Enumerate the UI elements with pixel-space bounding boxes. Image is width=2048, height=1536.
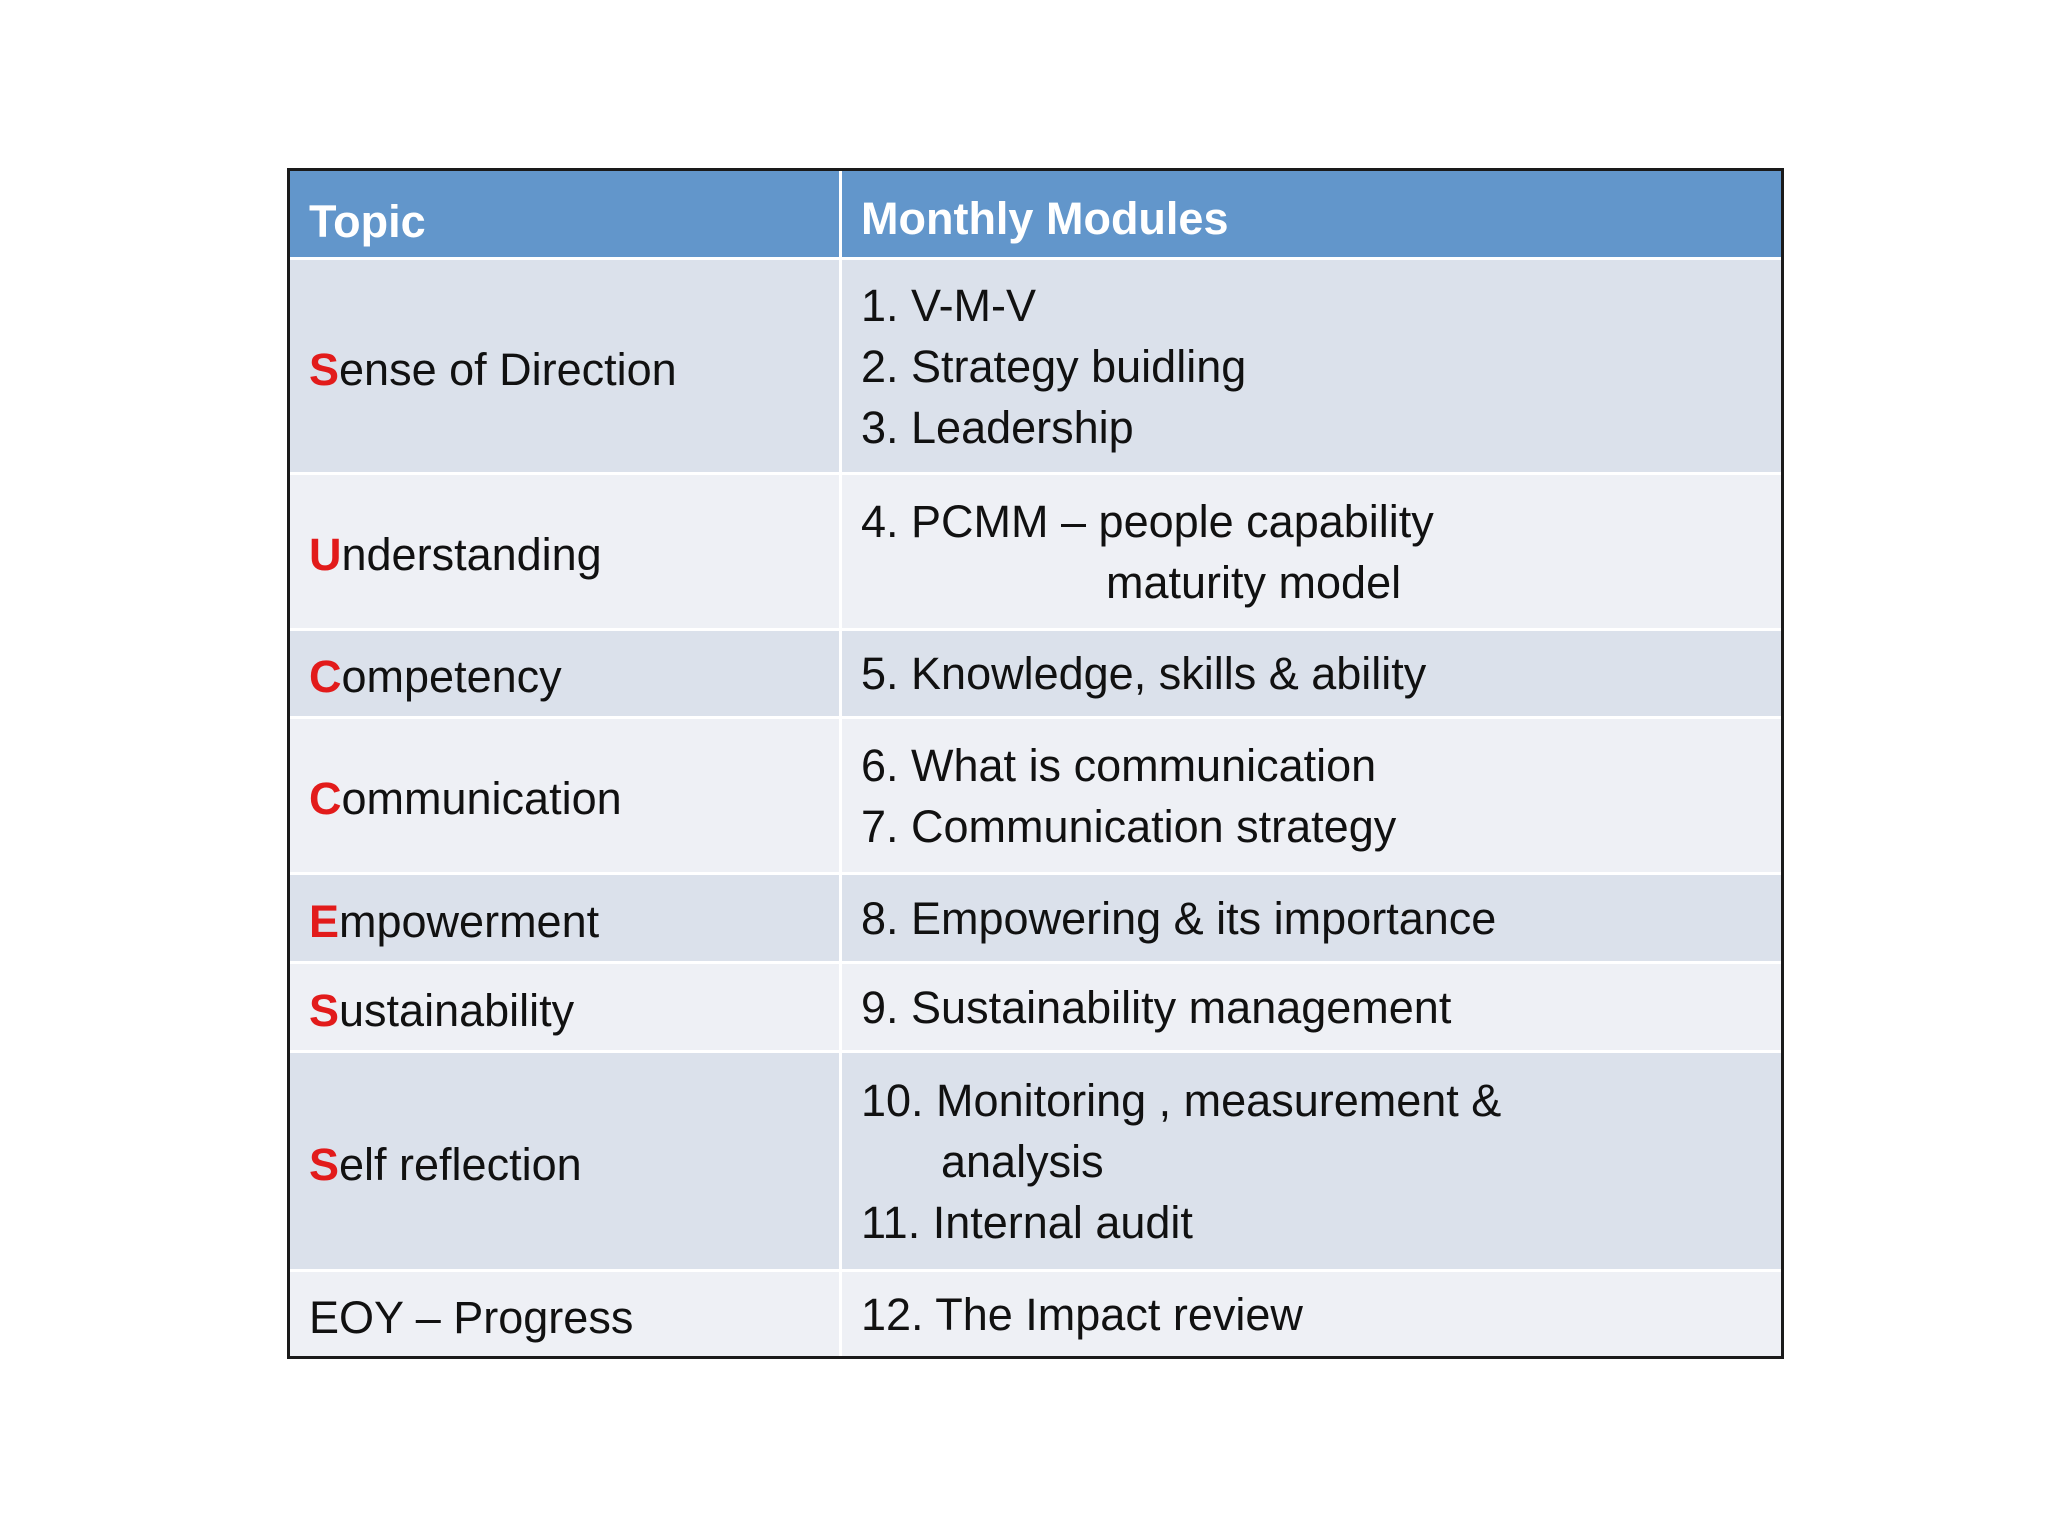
modules-cell-competency [842,631,1781,716]
header-monthly-modules [842,171,1781,257]
modules-table [287,168,1784,1359]
modules-cell-communication [842,719,1781,872]
modules-cell-sustainability [842,964,1781,1050]
module-item: 11. Internal audit [861,1196,1193,1248]
topic-label: ustainability [339,984,575,1036]
module-item-continuation: maturity model [1106,556,1402,608]
module-item: 10. Monitoring , measurement & [861,1074,1502,1126]
topic-label: mpowerment [339,895,600,947]
header-topic [290,171,839,257]
module-item: 9. Sustainability management [861,981,1452,1033]
topic-initial-letter: C [309,773,342,824]
module-item-continuation: analysis [941,1135,1104,1187]
topic-cell-self-reflection [290,1053,839,1269]
topic-cell-empowerment [290,875,839,961]
module-item: 1. V-M-V [861,279,1037,331]
topic-cell-sustainability [290,964,839,1050]
topic-label: elf reflection [339,1138,582,1190]
topic-initial-letter: U [309,529,342,580]
module-item: 5. Knowledge, skills & ability [861,648,1427,699]
module-item: 3. Leadership [861,401,1134,453]
module-item: 2. Strategy buidling [861,340,1247,392]
topic-cell-communication [290,719,839,872]
module-item: 12. The Impact review [861,1288,1303,1340]
topic-cell-sense-of-direction [290,260,839,472]
topic-label: nderstanding [341,529,602,580]
module-item: 4. PCMM – people capability [861,495,1434,547]
header-modules-label: Monthly Modules [861,192,1229,244]
modules-cell-eoy-progress [842,1272,1781,1356]
topic-label: ompetency [341,651,562,702]
module-item: 7. Communication strategy [861,800,1397,852]
header-topic-label: Topic [309,195,426,247]
modules-cell-sense-of-direction [842,260,1781,472]
topic-label: ommunication [341,773,622,824]
modules-cell-self-reflection [842,1053,1781,1269]
topic-cell-eoy-progress [290,1272,839,1356]
topic-cell-understanding [290,475,839,628]
modules-cell-understanding [842,475,1781,628]
topic-initial-letter: E [309,895,340,947]
modules-cell-empowerment [842,875,1781,961]
topic-initial-letter: S [309,343,340,395]
module-item: 6. What is communication [861,739,1377,791]
topic-initial-letter: S [309,984,340,1036]
topic-initial-letter: S [309,1138,340,1190]
topic-label: EOY – Progress [309,1291,634,1343]
module-item: 8. Empowering & its importance [861,892,1497,944]
topic-initial-letter: C [309,651,342,702]
topic-label: ense of Direction [339,343,677,395]
topic-cell-competency [290,631,839,716]
